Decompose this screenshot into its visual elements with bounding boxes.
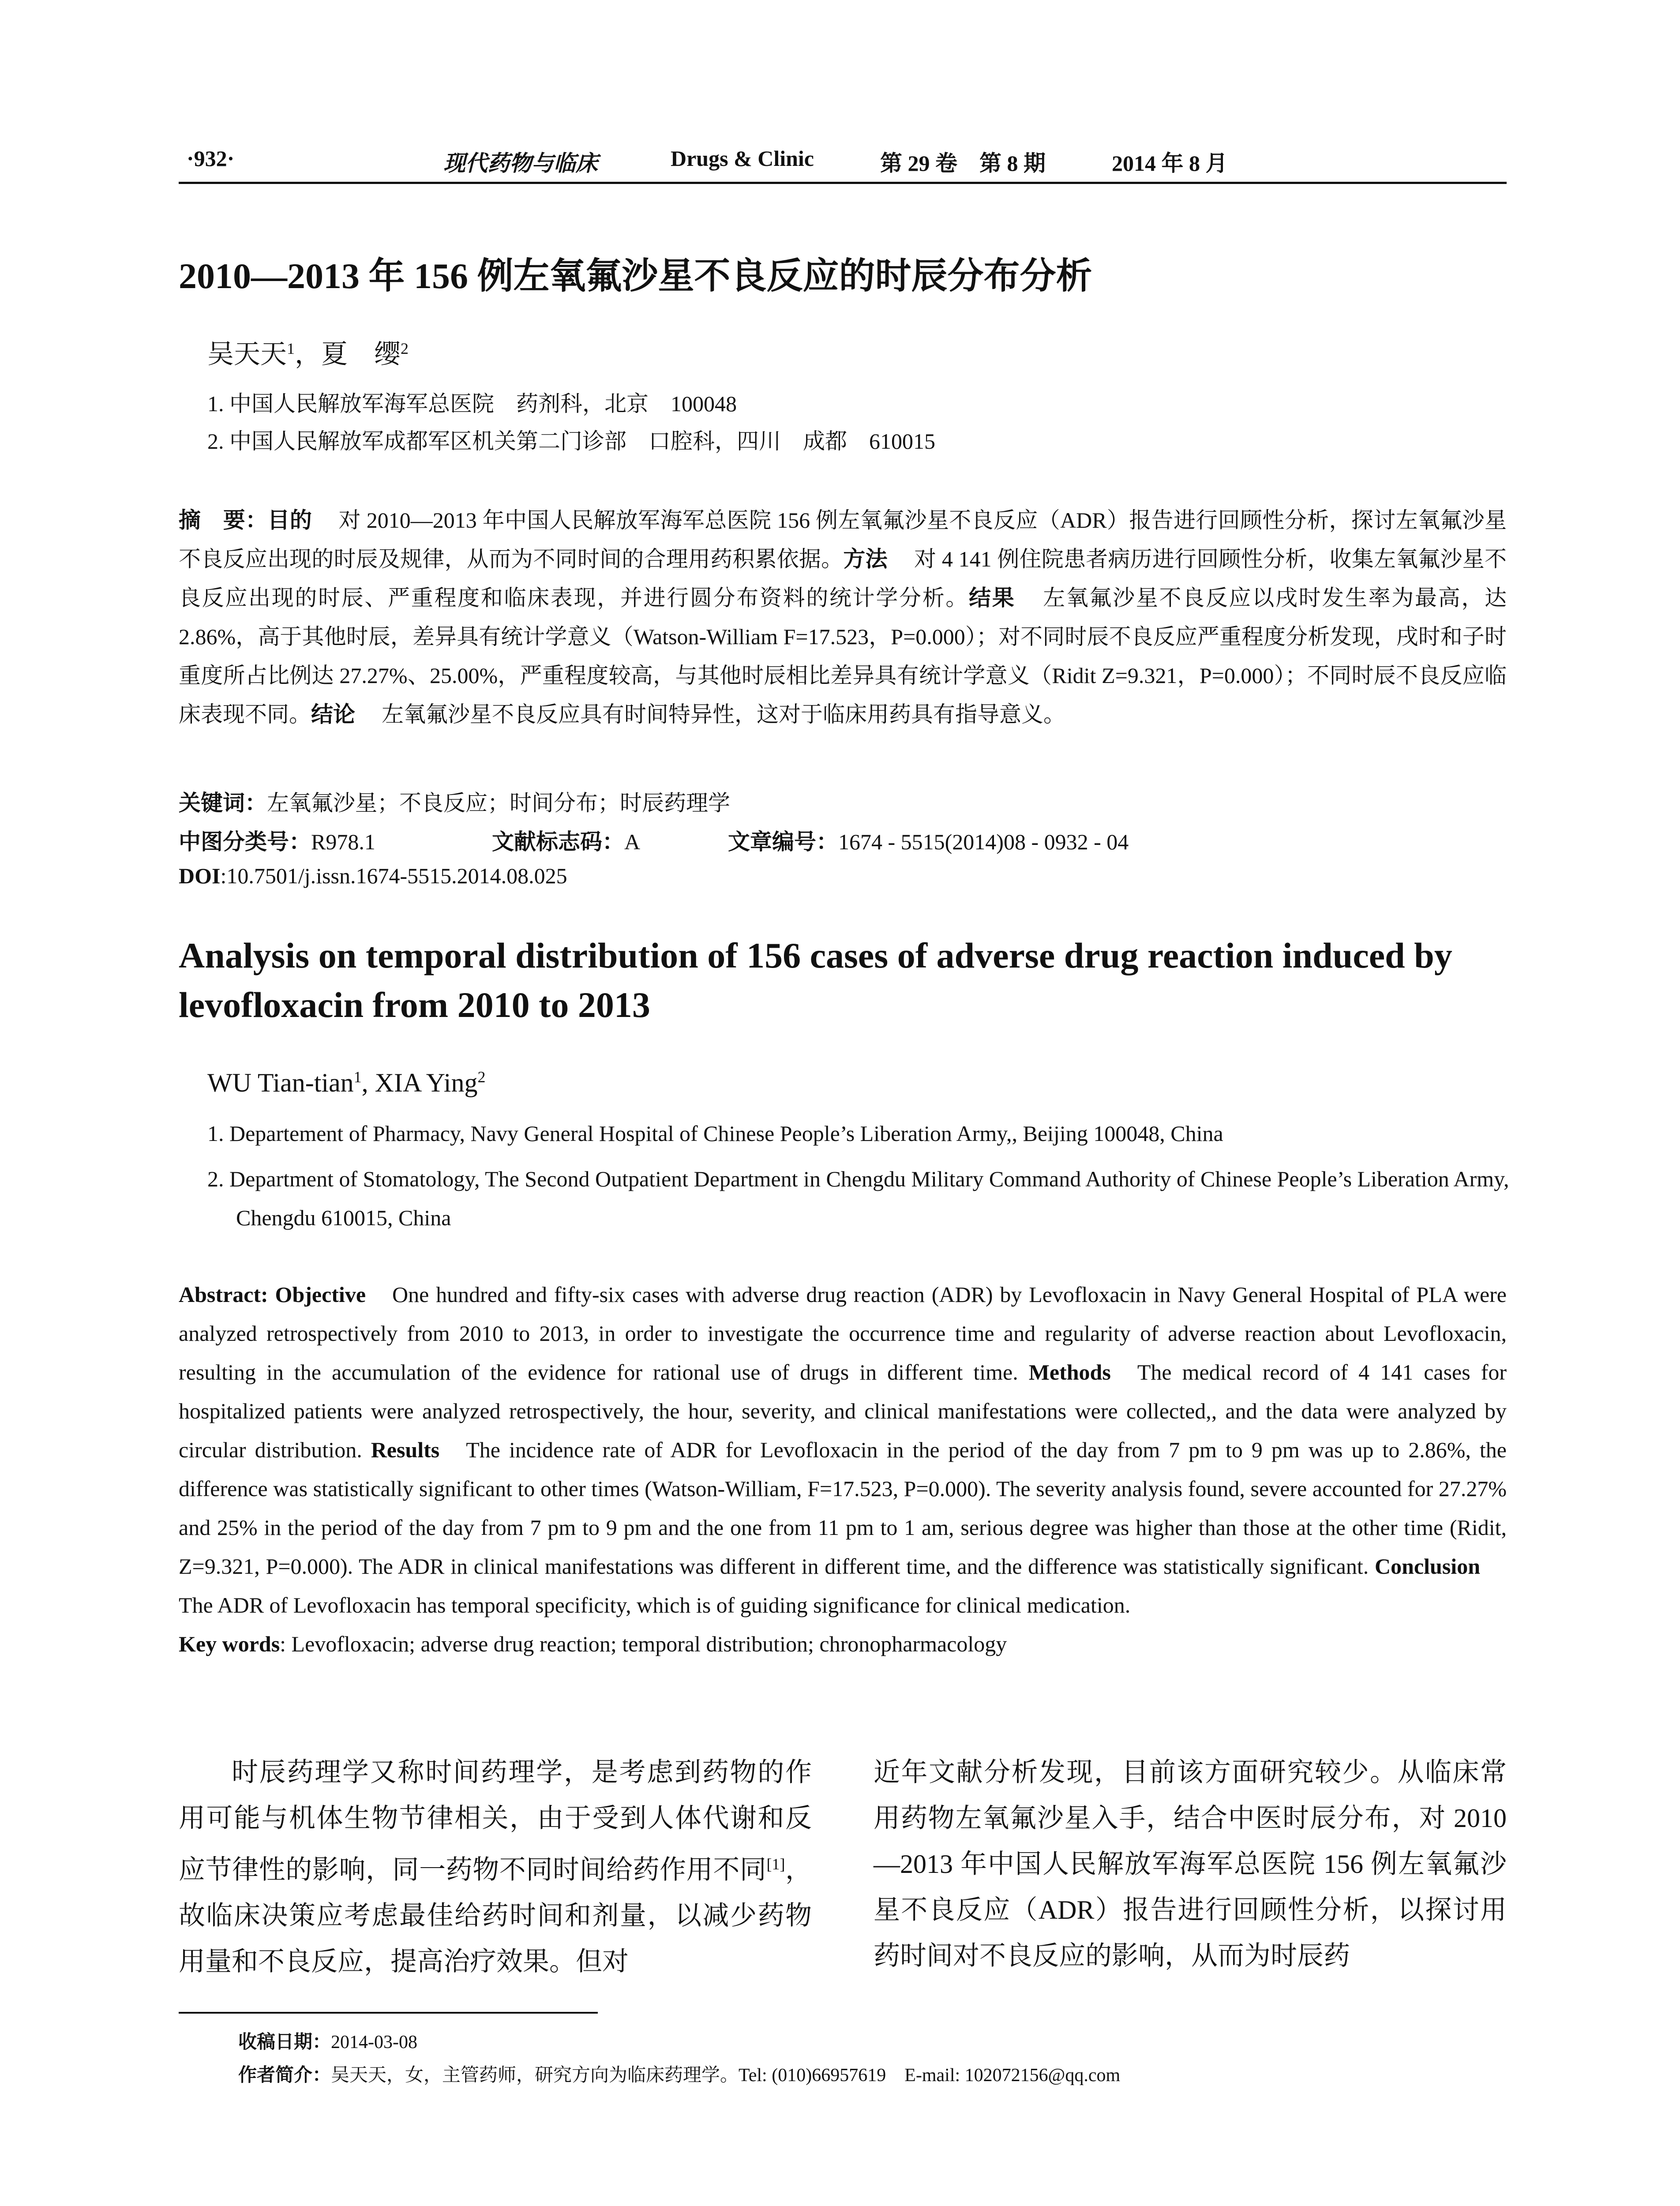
article-number-value: 1674 - 5515(2014)08 - 0932 - 04	[838, 829, 1129, 854]
keywords-label: Key words	[179, 1632, 280, 1656]
affiliation-mark: 2	[401, 340, 409, 357]
keywords-cn	[179, 785, 730, 817]
running-header	[179, 141, 1507, 184]
body-text: 近年文献分析发现，目前该方面研究较少。从临床常用药物左氧氟沙星入手，结合中医时辰分布，对 2010—2013 年中国人民解放军海军总医院 156 例左氧氟沙星不良反应（ADR）报告进行回顾性分析，以探讨用药时间对不良反应的影响，从而为时辰药	[874, 1758, 1507, 1970]
results-label: Results	[371, 1437, 440, 1462]
results-label: 结果	[969, 585, 1016, 610]
objective-text: One hundred and fifty-six cases with adverse drug reaction (ADR) by Levofloxacin in Navy General Hospital of PLA were analyzed retrospectively from 2010 to 2013, in order to investigate the occurrence time and regularity of adverse reaction about Levofloxacin, resulting in the accumulation of the evidence for rational use of drugs in different time.	[179, 1282, 1507, 1384]
citation-link[interactable]: [1]	[766, 1855, 785, 1873]
conclusion-label: 结论	[311, 702, 355, 727]
conclusion-text: 左氧氟沙星不良反应具有时间特异性，这对于临床用药具有指导意义。	[382, 702, 1065, 727]
methods-label: 方法	[843, 547, 888, 571]
doi-value: :10.7501/j.issn.1674-5515.2014.08.025	[220, 863, 567, 888]
document-code-label: 文献标志码：	[492, 829, 624, 854]
issue-date: 2014 年 8 月	[1112, 151, 1228, 176]
journal-name-en: Drugs & Clinic	[671, 146, 814, 171]
abstract-cn	[179, 501, 1507, 734]
author-name: 吴天天	[207, 340, 287, 369]
received-value: 2014-03-08	[331, 2032, 417, 2052]
keywords-label: 关键词：	[179, 791, 267, 815]
clc-value: R978.1	[311, 829, 375, 854]
affiliation-en: 2. Department of Stomatology, The Second Outpatient Department in Chengdu Military Command Authority of Chinese People’s Liberation Army, Chengdu 610015, China	[207, 1167, 1509, 1230]
abstract-objective-label: Abstract: Objective	[179, 1282, 366, 1307]
document-code	[492, 824, 640, 856]
clc-number	[179, 824, 375, 856]
author-bio-value: 吴天天，女，主管药师，研究方向为临床药理学。Tel: (010)66957619 E-mail: 102072156@qq.com	[331, 2065, 1121, 2086]
author-separator: ,	[361, 1068, 375, 1097]
results-text: The incidence rate of ADR for Levofloxacin in the period of the day from 7 pm to 9 pm was up to 2.86%, the difference was statistically significant to other times (Watson-William, F=17.523, P=0.000). The severity analysis found, severe accounted for 27.27% and 25% in the period of the day from 7 pm to 9 pm and the one from 11 pm to 1 am, serious degree was higher than those at the other time (Ridit, Z=9.321, P=0.000). The ADR in clinical manifestations was different in different time, and the difference was statistically significant.	[179, 1437, 1507, 1579]
author-separator: ，	[295, 340, 321, 369]
body-column-right	[874, 1749, 1507, 1979]
body-text: 时辰药理学又称时间药理学，是考虑到药物的作用可能与机体生物节律相关，由于受到人体代谢和反应节律性的影响，同一药物不同时间给药作用不同	[179, 1758, 812, 1884]
authors-cn	[207, 333, 409, 371]
affiliation-mark: 2	[477, 1068, 486, 1086]
methods-text: 对 4 141 例住院患者病历进行回顾性分析，收集左氧氟沙星不良反应出现的时辰、严重程度和临床表现，并进行圆分布资料的统计学分析。	[179, 547, 1507, 610]
affiliation-mark: 1	[287, 340, 295, 357]
journal-name-cn: 现代药物与临床	[443, 151, 598, 176]
doi	[179, 863, 567, 889]
affiliation-mark: 1	[353, 1068, 362, 1086]
article-number-label: 文章编号：	[728, 829, 838, 854]
keywords-value: 左氧氟沙星；不良反应；时间分布；时辰药理学	[267, 791, 730, 815]
objective-text: 对 2010—2013 年中国人民解放军海军总医院 156 例左氧氟沙星不良反应（ADR）报告进行回顾性分析，探讨左氧氟沙星不良反应出现的时辰及规律，从而为不同时间的合理用药积累依据。	[179, 508, 1507, 571]
author-bio-label: 作者简介：	[238, 2065, 331, 2086]
conclusion-text: The ADR of Levofloxacin has temporal specificity, which is of guiding significance for clinical medication.	[179, 1593, 1131, 1617]
methods-text: The medical record of 4 141 cases for hospitalized patients were analyzed retrospectively, the hour, severity, and clinical manifestations were collected,, and the data were analyzed by circular distribution.	[179, 1360, 1507, 1462]
received-label: 收稿日期：	[238, 2032, 331, 2052]
clc-label: 中图分类号：	[179, 829, 311, 854]
affiliation-en: 1. Departement of Pharmacy, Navy General Hospital of Chinese People’s Liberation Army,, Beijing 100048, China	[207, 1121, 1223, 1146]
author-name: XIA Ying	[375, 1068, 478, 1097]
document-code-value: A	[624, 829, 641, 854]
article-title-en: Analysis on temporal distribution of 156 cases of adverse drug reaction induced by levofloxacin from 2010 to 2013	[179, 935, 1452, 1025]
body-text: ，故临床决策应考虑最佳给药时间和剂量，以减少药物用量和不良反应，提高治疗效果。但对	[179, 1855, 812, 1976]
authors-en	[207, 1068, 485, 1098]
abstract-en	[179, 1275, 1507, 1663]
conclusion-label: Conclusion	[1375, 1554, 1480, 1579]
article-title-cn: 2010—2013 年 156 例左氧氟沙星不良反应的时辰分布分析	[179, 256, 1092, 296]
affiliation-cn: 2. 中国人民解放军成都军区机关第二门诊部 口腔科，四川 成都 610015	[207, 429, 935, 454]
doi-label: DOI	[179, 863, 221, 888]
results-text: 左氧氟沙星不良反应以戌时发生率为最高，达 2.86%，高于其他时辰，差异具有统计学意义（Watson-William F=17.523，P=0.000）；对不同时辰不良反应严重程度分析发现，戌时和子时重度所占比例达 27.27%、25.00%，严重程度较高，与其他时辰相比差异具有统计学意义（Ridit Z=9.321，P=0.000）；不同时辰不良反应临床表现不同。	[179, 585, 1507, 727]
objective-label: 目的	[267, 508, 312, 533]
footnote-author-bio	[238, 2060, 1120, 2087]
author-name: WU Tian-tian	[207, 1068, 354, 1097]
author-name: 夏 缨	[321, 340, 401, 369]
affiliation-cn: 1. 中国人民解放军海军总医院 药剂科，北京 100048	[207, 391, 737, 416]
methods-label: Methods	[1028, 1360, 1111, 1384]
volume-issue: 第 29 卷 第 8 期	[880, 151, 1046, 176]
footnote-divider	[179, 2012, 598, 2014]
page-number: ·932·	[187, 146, 235, 171]
keywords-value: : Levofloxacin; adverse drug reaction; temporal distribution; chronopharmacology	[280, 1632, 1007, 1656]
body-column-left	[179, 1749, 812, 1985]
footnote-received	[238, 2027, 417, 2054]
article-number	[728, 824, 1129, 856]
abstract-label: 摘 要：	[179, 508, 268, 533]
